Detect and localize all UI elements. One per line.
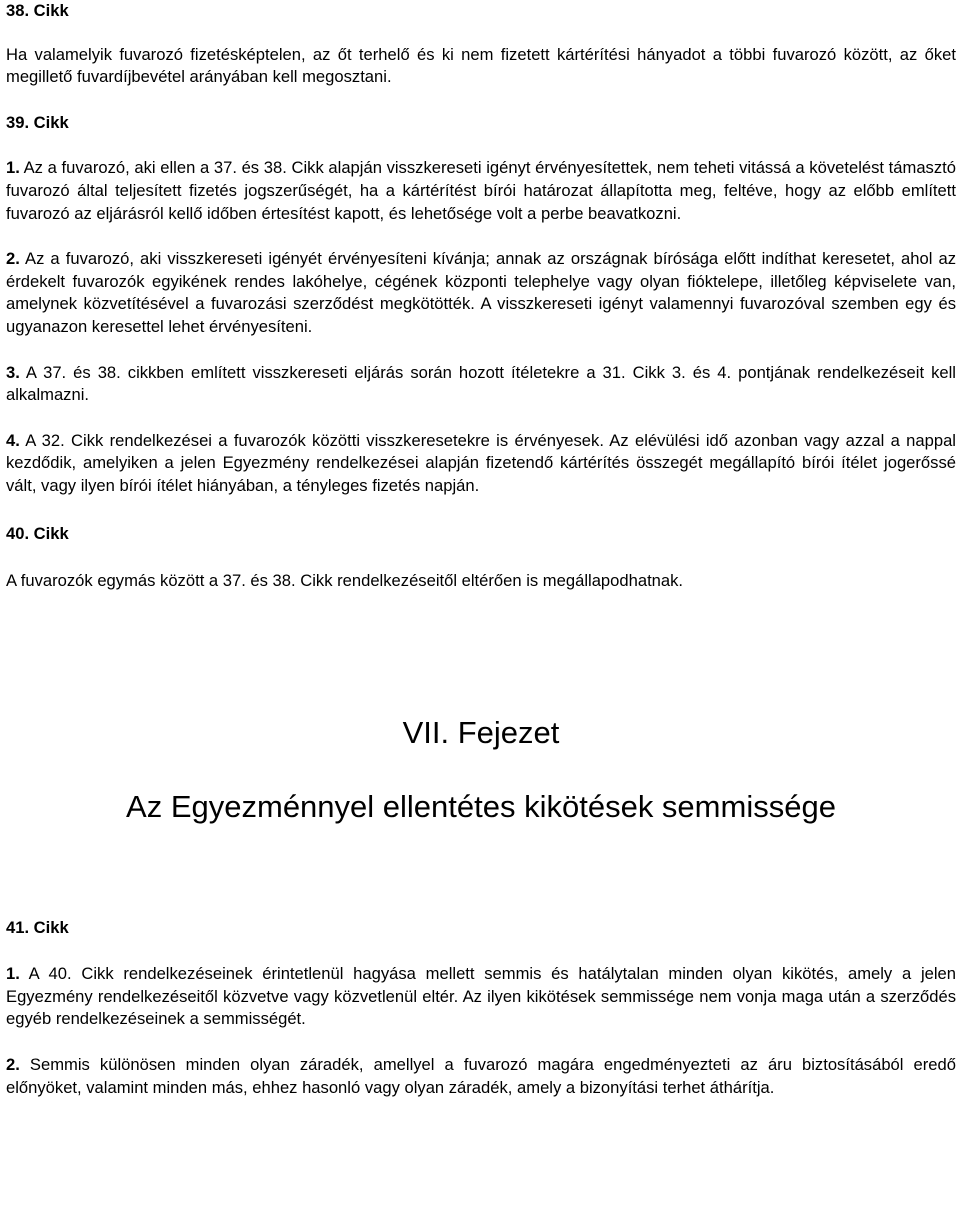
article-38-heading: 38. Cikk (6, 1, 69, 20)
document-page (6, 0, 956, 1099)
chapter-title: VII. Fejezet (402, 714, 560, 750)
article-39-paragraph-4 (6, 430, 956, 498)
article-39-paragraph-3 (6, 362, 956, 407)
paragraph-text: A 32. Cikk rendelkezései a fuvarozók közötti visszkeresetekre is érvényesek. Az elévülési idő azonban vagy azzal a nappal kezdődik, amelyiken a jelen Egyezmény rendelkezései alapján fizetendő kártérítés összegét megállapító bírói ítélet jogerőssé vált, vagy ilyen bírói ítélet hiányában, a tényleges fizetés napján. (6, 430, 956, 495)
article-41-paragraph-2 (6, 1054, 956, 1099)
article-41-paragraph-1 (6, 963, 956, 1031)
article-40-paragraph: A fuvarozók egymás között a 37. és 38. Cikk rendelkezéseitől eltérően is megállapodhatnak. (6, 571, 684, 591)
article-39-paragraph-1 (6, 157, 956, 225)
article-41-heading: 41. Cikk (6, 917, 69, 937)
paragraph-text: A 37. és 38. cikkben említett visszkereseti eljárás során hozott ítéletekre a 31. Cikk 3. és 4. pontjának rendelkezéseit kell alkalmazni. (6, 362, 956, 405)
chapter-subtitle: Az Egyezménnyel ellentétes kikötések semmissége (126, 788, 836, 824)
article-40-heading: 40. Cikk (6, 523, 69, 543)
article-38-paragraph: Ha valamelyik fuvarozó fizetésképtelen, az őt terhelő és ki nem fizetett kártérítési hányadot a többi fuvarozó között, az őket megillető fuvardíjbevétel arányában kell megosztani. (6, 44, 956, 87)
paragraph-text: Semmis különösen minden olyan záradék, amellyel a fuvarozó magára engedményezteti az áru biztosításából eredő előnyöket, valamint minden más, ehhez hasonló vagy olyan záradék, amely a bizonyítási terhet áthárítja. (6, 1055, 956, 1097)
paragraph-text: A 40. Cikk rendelkezéseinek érintetlenül hagyása mellett semmis és hatálytalan minden olyan kikötés, amely a jelen Egyezmény rendelkezéseitől közvetve vagy közvetlenül eltér. Az ilyen kikötések semmissége nem vonja maga után a szerződés egyéb rendelkezéseinek a semmisségét. (6, 964, 956, 1029)
paragraph-text: Az a fuvarozó, aki ellen a 37. és 38. Cikk alapján visszkereseti igényt érvényesítettek, nem teheti vitássá a követelést támasztó fuvarozó által teljesített fizetés jogszerűségét, ha a kártérítést bírói határozat állapította meg, feltéve, hogy az előbb említett fuvarozó az eljárásról kellő időben értesítést kapott, és lehetősége volt a perbe beavatkozni. (6, 158, 956, 223)
paragraph-text: Az a fuvarozó, aki visszkereseti igényét érvényesíteni kívánja; annak az országnak bírósága előtt indíthat keresetet, ahol az érdekelt fuvarozók egyikének rendes lakóhelye, cégének központi telephelye vagy olyan fióktelepe, illetőleg képviselete van, amelynek közvetítésével a fuvarozási szerződést megkötötték. A visszkereseti igényt valamennyi fuvarozóval szemben egy és ugyanazon keresettel lehet érvényesíteni. (6, 249, 956, 336)
paragraph-number: 2. (6, 1055, 20, 1075)
paragraph-number: 3. (6, 362, 20, 382)
article-39-paragraph-2 (6, 248, 956, 338)
paragraph-number: 1. (6, 158, 20, 178)
article-39-heading: 39. Cikk (6, 112, 69, 132)
paragraph-number: 1. (6, 964, 20, 984)
paragraph-number: 2. (6, 249, 20, 269)
paragraph-number: 4. (6, 430, 20, 450)
